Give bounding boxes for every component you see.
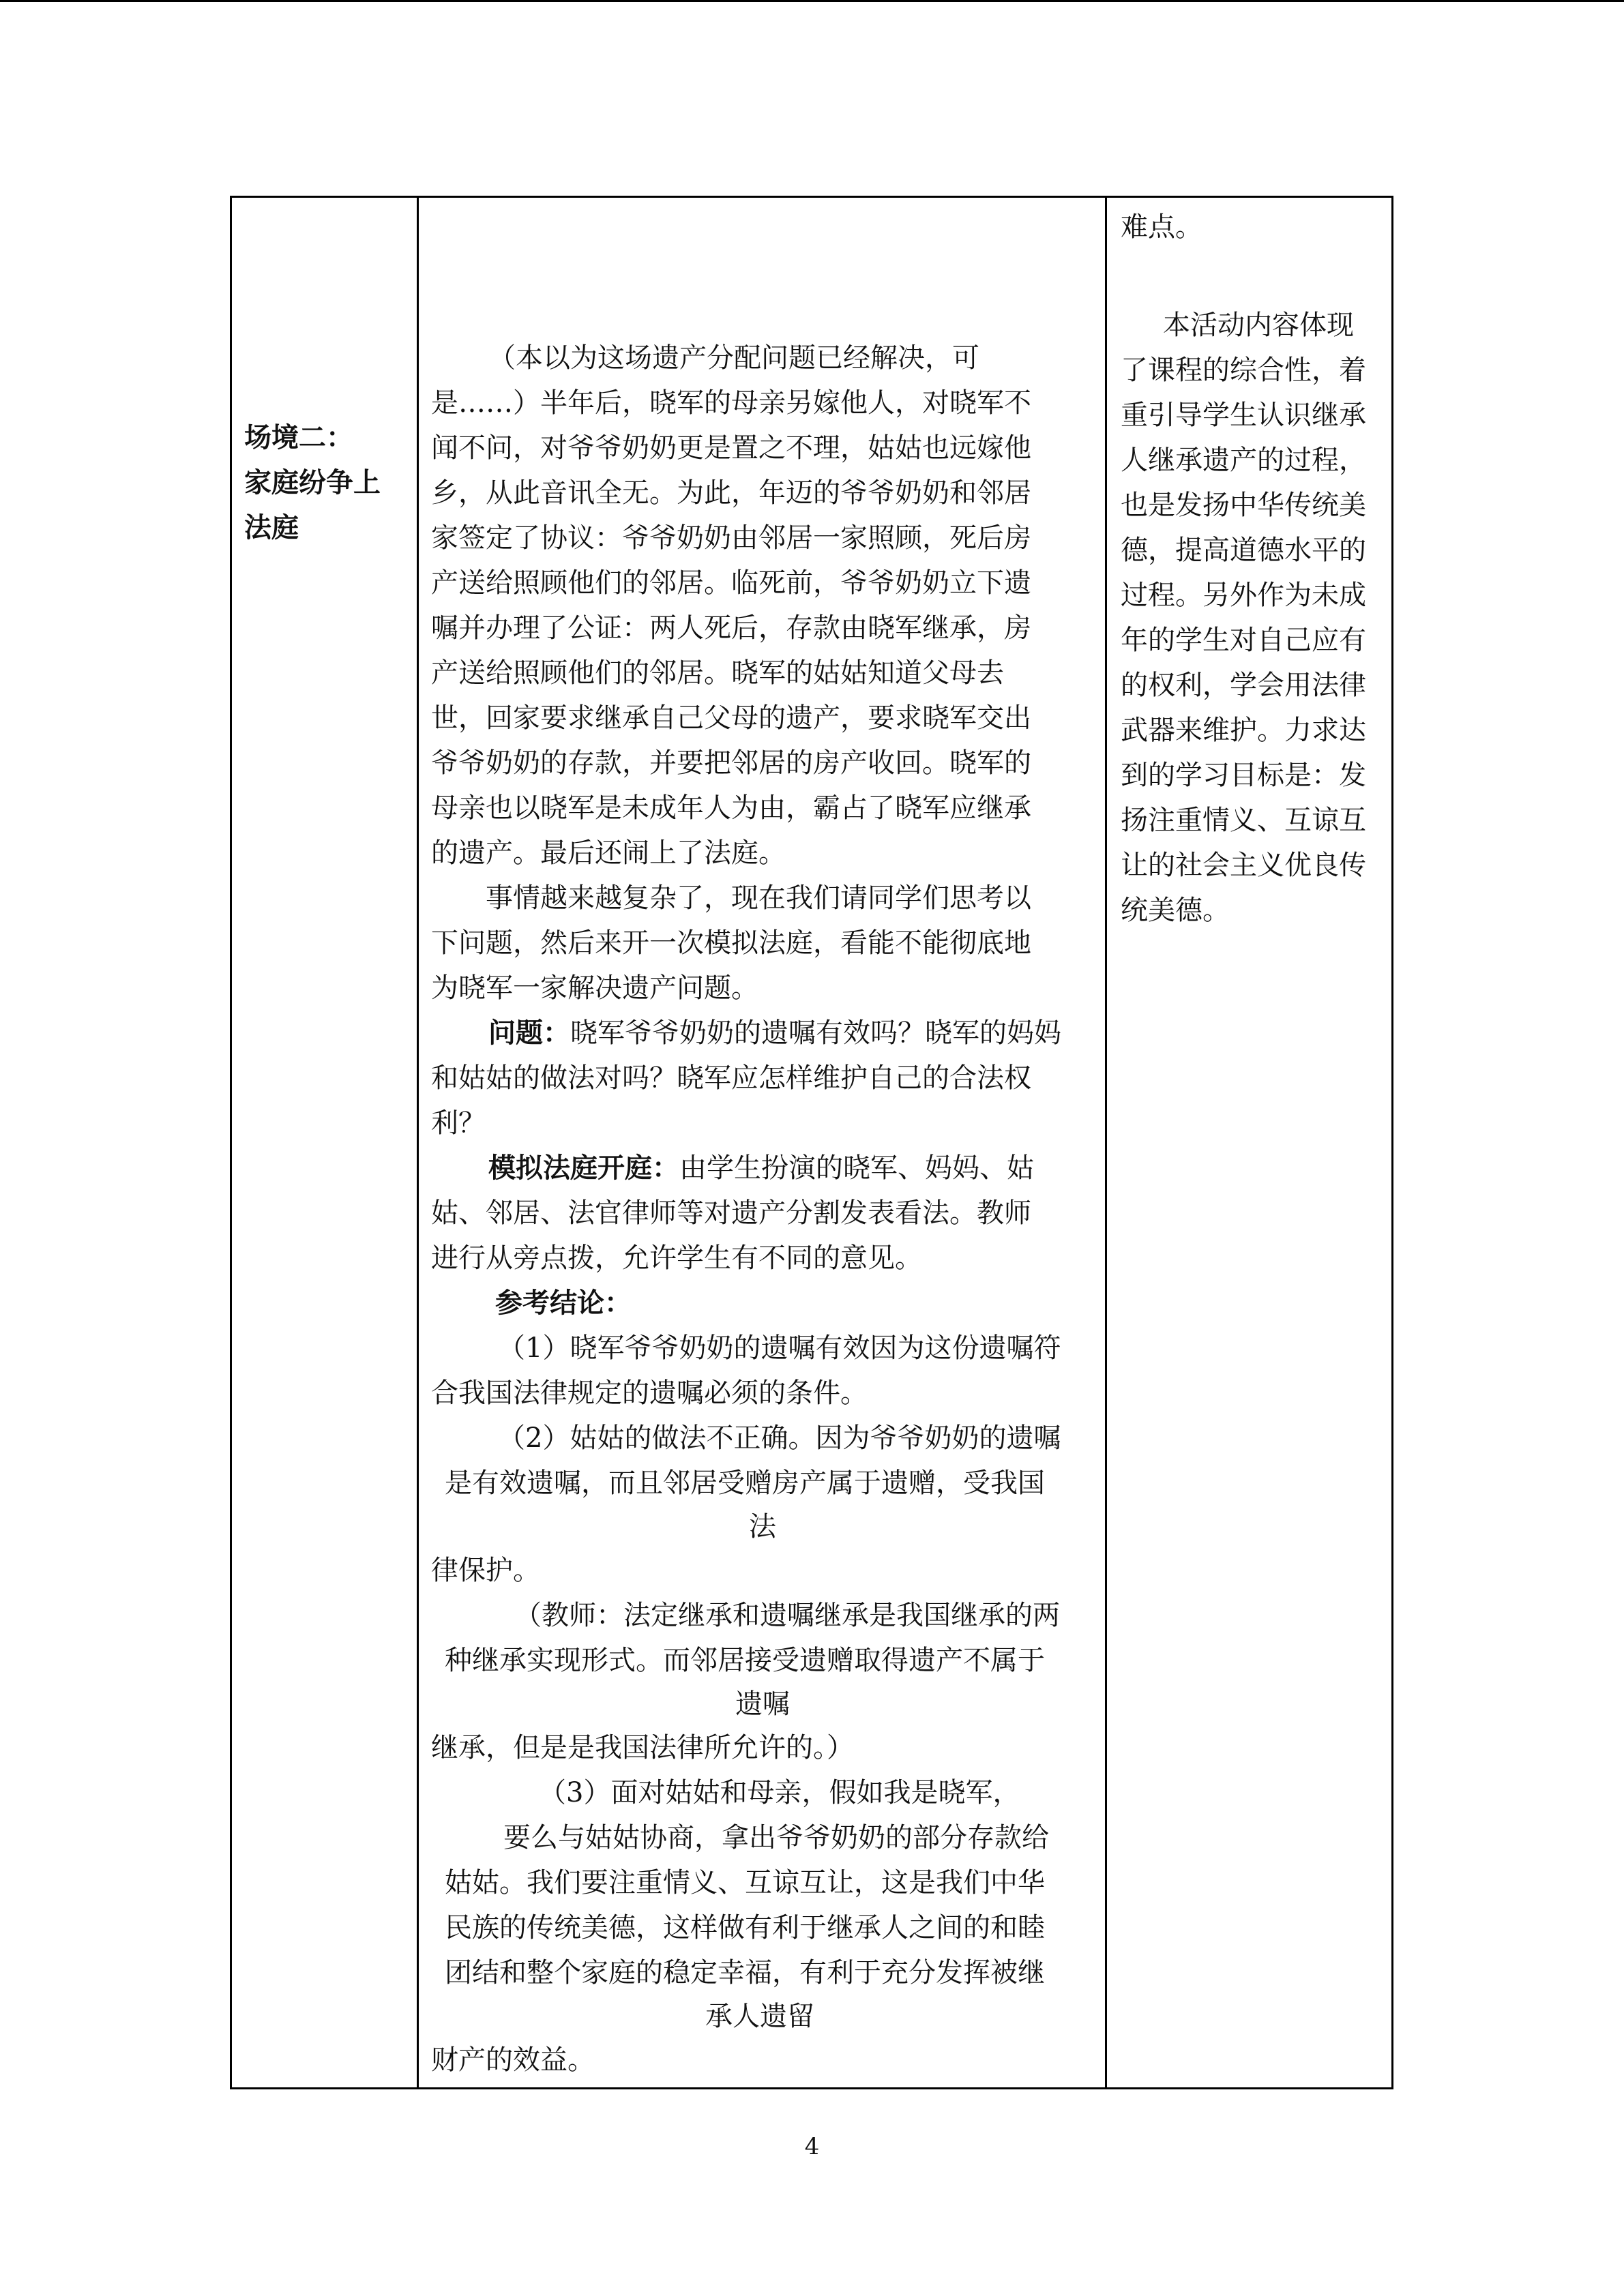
content-line: （3）面对姑姑和母亲，假如我是晓军，: [539, 1777, 1020, 1808]
content-line: 闻不问，对爷爷奶奶更是置之不理，姑姑也远嫁他: [431, 432, 1031, 464]
notes-line: 也是发扬中华传统美: [1121, 490, 1366, 521]
content-column: [419, 198, 1107, 2087]
content-line: 利？: [431, 1107, 486, 1139]
content-line: 姑、邻居、法官律师等对遗产分割发表看法。教师: [431, 1197, 1031, 1229]
content-line: 产送给照顾他们的邻居。晓军的姑姑知道父母去: [431, 657, 1004, 689]
content-line: 遗嘱: [735, 1688, 790, 1720]
content-line: （2）姑姑的做法不正确。因为爷爷奶奶的遗嘱: [498, 1422, 1061, 1454]
notes-line: 到的学习目标是：发: [1121, 760, 1366, 791]
notes-line: 武器来维护。力求达: [1121, 715, 1366, 746]
content-line: 事情越来越复杂了，现在我们请同学们思考以: [486, 882, 1031, 914]
content-line: 的遗产。最后还闹上了法庭。: [431, 837, 786, 869]
notes-line: 年的学生对自己应有: [1121, 625, 1366, 656]
content-line: 继承，但是是我国法律所允许的。）: [431, 1732, 854, 1763]
scene-label-line: 家庭纷争上: [244, 466, 381, 498]
notes-line: 本活动内容体现: [1163, 310, 1354, 341]
notes-line: 统美德。: [1121, 895, 1230, 926]
content-line: 承人遗留: [705, 2001, 814, 2032]
content-line: 乡，从此音讯全无。为此，年迈的爷爷奶奶和邻居: [431, 477, 1031, 509]
content-line: [495, 1281, 632, 1326]
page-number: 4: [804, 2133, 820, 2160]
notes-line: 重引导学生认识继承: [1121, 400, 1366, 431]
content-line: 模拟法庭开庭：由学生扮演的晓军、妈妈、姑: [488, 1152, 1034, 1184]
notes-line: 了课程的综合性，着: [1121, 355, 1366, 386]
notes-line: 难点。: [1121, 211, 1202, 243]
notes-line: 人继承遗产的过程，: [1121, 445, 1366, 476]
content-line: 产送给照顾他们的邻居。临死前，爷爷奶奶立下遗: [431, 567, 1031, 599]
content-line: 是……）半年后，晓军的母亲另嫁他人，对晓军不: [431, 387, 1031, 419]
lesson-table: [230, 196, 1393, 2089]
notes-line: 的权利，学会用法律: [1121, 670, 1366, 701]
content-line: 合我国法律规定的遗嘱必须的条件。: [431, 1377, 868, 1409]
scene-column: [232, 198, 419, 2087]
content-line: （本以为这场遗产分配问题已经解决，可: [488, 342, 979, 374]
content-line: 家签定了协议：爷爷奶奶由邻居一家照顾，死后房: [431, 522, 1031, 554]
content-line: 姑姑。我们要注重情义、互谅互让，这是我们中华: [445, 1867, 1045, 1898]
content-line: 母亲也以晓军是未成年人为由，霸占了晓军应继承: [431, 792, 1031, 824]
content-line: 种继承实现形式。而邻居接受遗赠取得遗产不属于: [445, 1645, 1045, 1676]
content-line: 法: [749, 1511, 776, 1542]
notes-line: 让的社会主义优良传: [1121, 850, 1366, 881]
content-line: 财产的效益。: [431, 2044, 595, 2076]
content-line: （教师：法定继承和遗嘱继承是我国继承的两: [514, 1600, 1060, 1631]
notes-column: [1107, 198, 1391, 2087]
question-heading: 问题：: [488, 1017, 570, 1049]
conclusion-heading: 参考结论：: [495, 1287, 632, 1319]
content-line: 下问题，然后来开一次模拟法庭，看能不能彻底地: [431, 927, 1031, 959]
notes-line: 过程。另外作为未成: [1121, 580, 1366, 611]
content-line: 和姑姑的做法对吗？晓军应怎样维护自己的合法权: [431, 1062, 1031, 1094]
content-line: 律保护。: [431, 1555, 540, 1586]
scene-label-line: 场境二：: [244, 421, 353, 453]
top-border-rule: [0, 0, 1624, 2]
content-line: 嘱并办理了公证：两人死后，存款由晓军继承，房: [431, 612, 1031, 644]
content-line: 是有效遗嘱，而且邻居受赠房产属于遗赠，受我国: [445, 1467, 1045, 1499]
scene-label-line: 法庭: [244, 511, 299, 543]
content-line: 民族的传统美德，这样做有利于继承人之间的和睦: [445, 1912, 1045, 1943]
mock-court-heading: 模拟法庭开庭：: [488, 1152, 679, 1184]
content-line: 要么与姑姑协商，拿出爷爷奶奶的部分存款给: [503, 1822, 1049, 1853]
content-line: 爷爷奶奶的存款，并要把邻居的房产收回。晓军的: [431, 747, 1031, 779]
notes-line: 扬注重情义、互谅互: [1121, 805, 1366, 836]
content-line: 世，回家要求继承自己父母的遗产，要求晓军交出: [431, 702, 1031, 734]
content-line: 进行从旁点拨，允许学生有不同的意见。: [431, 1242, 922, 1274]
content-line: 问题：晓军爷爷奶奶的遗嘱有效吗？晓军的妈妈: [488, 1017, 1061, 1049]
content-line: （1）晓军爷爷奶奶的遗嘱有效因为这份遗嘱符: [498, 1332, 1061, 1364]
content-line: 为晓军一家解决遗产问题。: [431, 972, 758, 1004]
notes-line: 德，提高道德水平的: [1121, 535, 1366, 566]
content-line: 团结和整个家庭的稳定幸福，有利于充分发挥被继: [445, 1957, 1045, 1988]
